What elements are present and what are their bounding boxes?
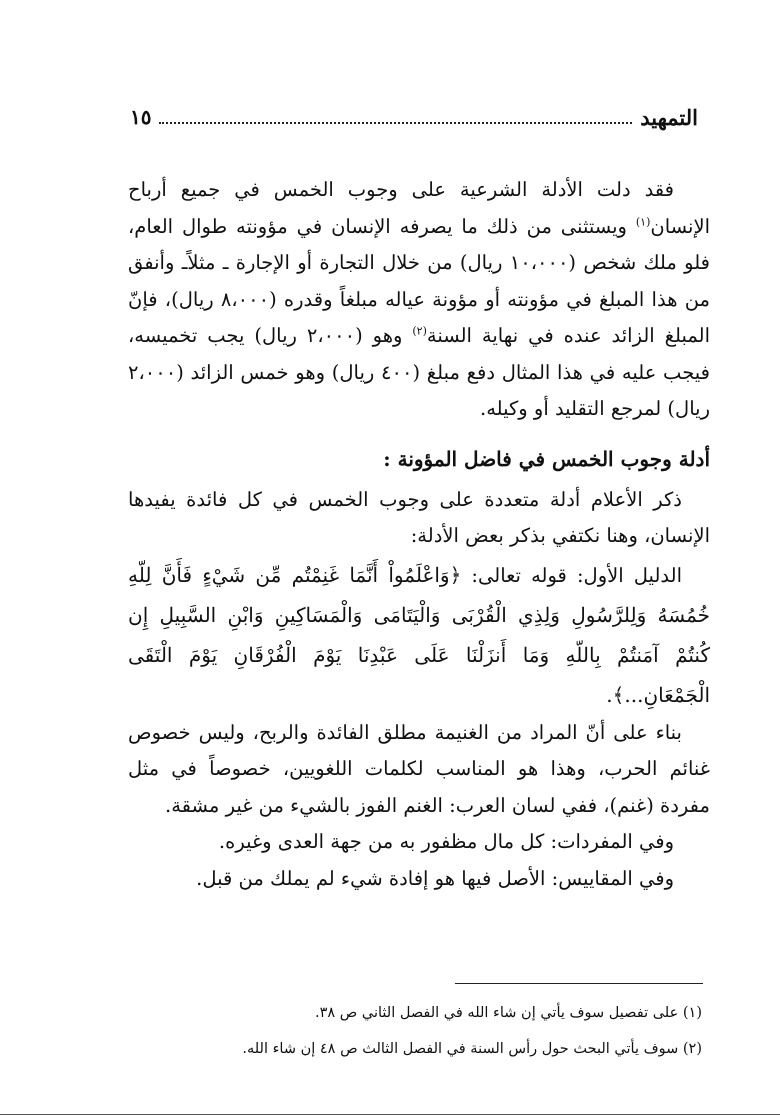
first-evidence-paragraph bbox=[128, 555, 710, 715]
intro-text-part-1: فقد دلت الأدلة الشرعية على وجوب الخمس في جميع أرباح الإنسان bbox=[128, 178, 710, 238]
running-header bbox=[130, 100, 698, 134]
section-paragraph-2: بناء على أنّ المراد من الغنيمة مطلق الفائدة والربح، وليس خصوص غنائم الحرب، وهذا هو المناسب لكلمات اللغويين، خصوصاً في مثل مفردة (غنم)، ففي لسان العرب: الغنم الفوز بالشيء من غير مشقة. bbox=[128, 720, 710, 817]
footnote-ref-2: (٢) bbox=[412, 324, 427, 338]
section-heading: أدلة وجوب الخمس في فاضل المؤونة : bbox=[383, 446, 710, 471]
section-paragraph-4: وفي المقاييس: الأصل فيها هو إفادة شيء لم يملك من قبل. bbox=[196, 866, 674, 890]
footnotes bbox=[200, 995, 702, 1067]
intro-paragraph bbox=[128, 172, 710, 428]
footnote-separator bbox=[455, 983, 703, 984]
section-paragraph-1: ذكر الأعلام أدلة متعددة على وجوب الخمس في كل فائدة يفيدها الإنسان، وهنا نكتفي بذكر بعض الأدلة: bbox=[128, 487, 710, 547]
main-text bbox=[128, 172, 710, 897]
footnote-ref-1: (١) bbox=[635, 215, 651, 228]
section-paragraph-3: وفي المفردات: كل مال مظفور به من جهة العدى وغيره. bbox=[218, 830, 674, 853]
footnote-2: (٢) سوف يأتي البحث حول رأس السنة في الفصل الثالث ص ٤٨ إن شاء الله. bbox=[242, 1041, 702, 1057]
intro-text-part-2: ويستثنى من ذلك ما يصرفه الإنسان في مؤونته طوال العام، فلو ملك شخص (١٠،٠٠٠ ريال) من خلال التجارة أو الإجارة ـ مثلاًـ وأنفق من هذا المبلغ في مؤونته أو مؤونة عياله مبلغاً وقدره (٨،٠٠٠ ريال)، فإنّ المبلغ الزائد عنده في نهاية السنة bbox=[128, 214, 711, 347]
page-bottom-edge bbox=[0, 1114, 780, 1115]
header-dot-leader bbox=[159, 122, 632, 124]
quran-verse: ﴿وَاعْلَمُواْ أَنَّمَا غَنِمْتُم مِّن شَيْءٍ فَأَنَّ لِلّهِ خُمُسَهُ وَلِلرَّسُولِ وَلِذِي الْقُرْبَى وَالْيَتَامَى وَالْمَسَاكِينِ وَابْنِ السَّبِيلِ إِن كُنتُمْ آمَنتُمْ بِاللّهِ وَمَا أَنزَلْنَا عَلَى عَبْدِنَا يَوْمَ الْفُرْقَانِ يَوْمَ الْتَقَى الْجَمْعَانِ...﴾. bbox=[128, 562, 710, 707]
page-number: ١٥ bbox=[130, 105, 152, 129]
intro-text-part-3: وهو (٢،٠٠٠ ريال) يجب تخميسه، فيجب عليه في هذا المثال دفع مبلغ (٤٠٠ ريال) وهو خمس الزائد (٢،٠٠٠ ريال) لمرجع التقليد أو وكيله. bbox=[128, 324, 710, 420]
chapter-title: التمهيد bbox=[640, 104, 698, 130]
footnote-1: (١) على تفصيل سوف يأتي إن شاء الله في الفصل الثاني ص ٣٨. bbox=[314, 1005, 702, 1021]
first-evidence-label: الدليل الأول: قوله تعالى: bbox=[461, 563, 682, 587]
